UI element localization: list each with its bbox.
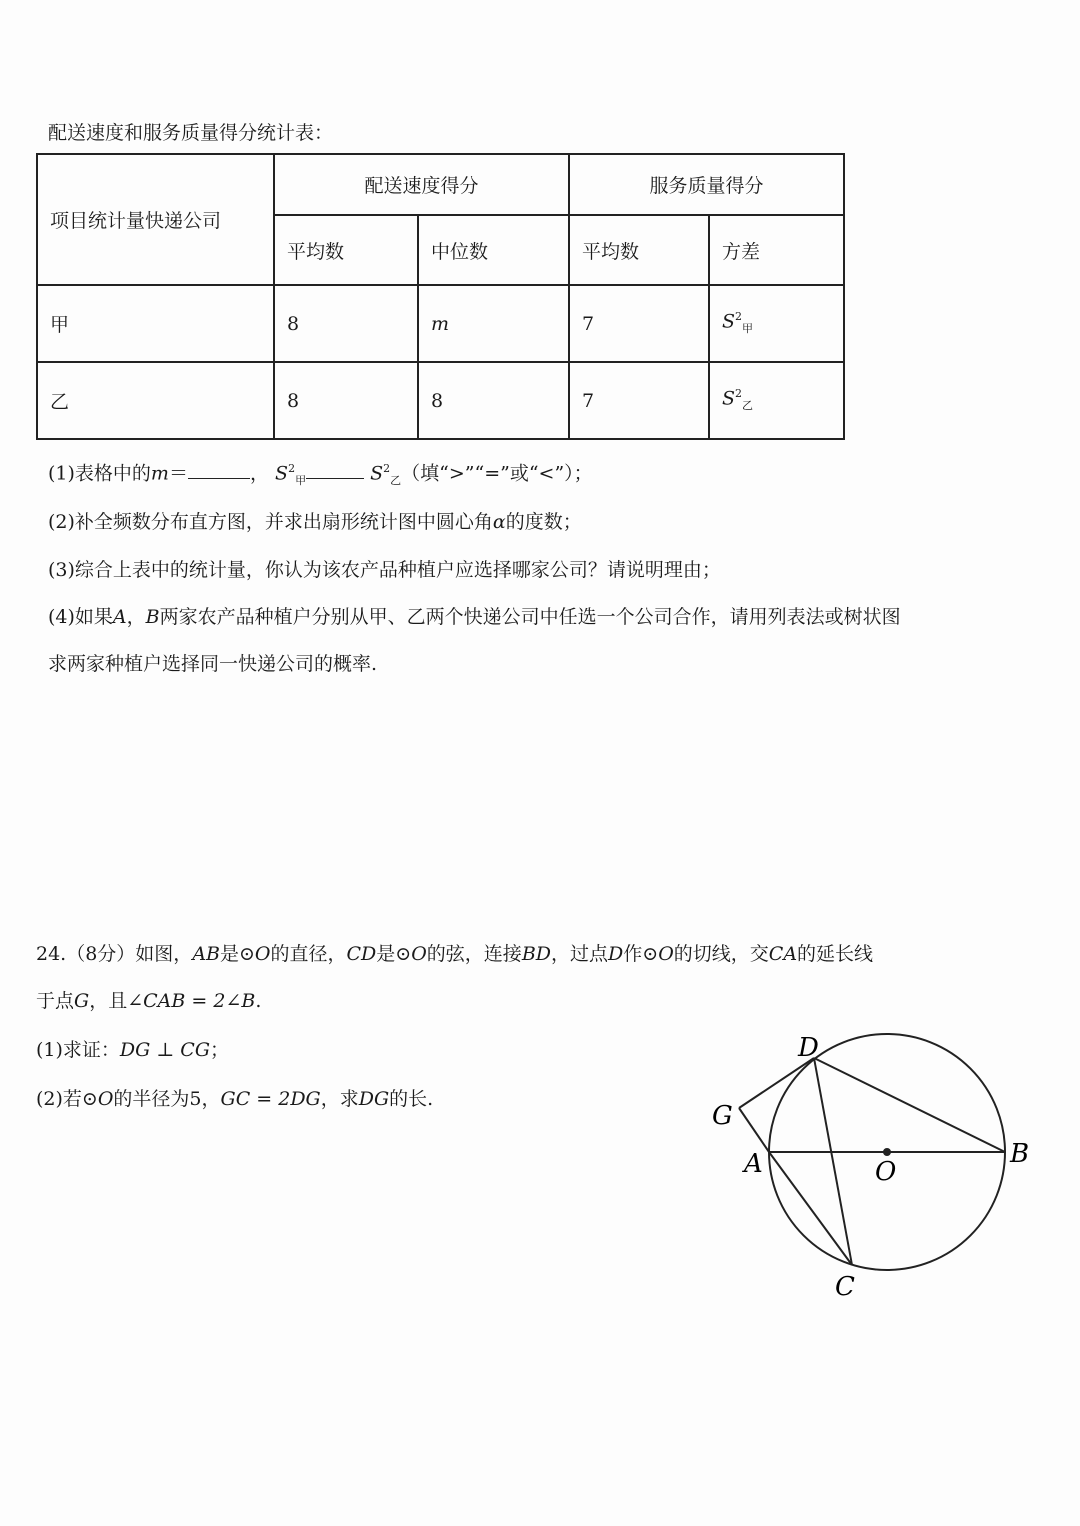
q24-stem-line2: 于点G，且∠CAB = 2∠B.	[36, 990, 262, 1012]
table-caption: 配送速度和服务质量得分统计表：	[48, 122, 334, 144]
label-g: G	[712, 1101, 733, 1131]
segment-ac	[769, 1152, 852, 1265]
q24-part2: (2)若⊙O的半径为5，GC = 2DG，求DG的长.	[36, 1088, 434, 1110]
group-header-speed: 配送速度得分	[274, 154, 569, 215]
q24-stem-line1: 24.（8分）如图，AB是⊙O的直径，CD是⊙O的弦，连接BD，过点D作⊙O的切线，交CA的延长线	[36, 943, 874, 965]
table-row	[37, 362, 844, 439]
label-c: C	[835, 1272, 855, 1302]
speed-mean-cell: 8	[274, 285, 418, 362]
label-o: O	[875, 1157, 897, 1187]
q23-part2: (2)补全频数分布直方图，并求出扇形统计图中圆心角α的度数；	[48, 511, 582, 533]
sub-header-service-mean: 平均数	[569, 215, 709, 285]
chord-dc	[814, 1058, 852, 1265]
label-a: A	[744, 1149, 763, 1179]
q23-part4-line2: 求两家种植户选择同一快递公司的概率.	[48, 653, 378, 675]
q23-part1: (1)表格中的m＝ ， $S^2_甲$ $S^2_乙$（填“>”“=”或“<”）；	[48, 462, 593, 488]
label-d: D	[798, 1033, 819, 1063]
stats-table	[36, 153, 845, 440]
service-mean-cell: 7	[569, 285, 709, 362]
tangent-gd	[739, 1058, 814, 1108]
service-mean-cell: 7	[569, 362, 709, 439]
company-cell: 乙	[37, 362, 274, 439]
group-header-service: 服务质量得分	[569, 154, 844, 215]
circle-figure	[690, 1020, 1050, 1310]
sub-header-service-variance: 方差	[709, 215, 844, 285]
center-point	[883, 1148, 891, 1156]
variance-cell: $S^2_甲$	[709, 285, 844, 362]
segment-ga	[739, 1108, 769, 1152]
table-row	[37, 285, 844, 362]
speed-median-cell: 8	[418, 362, 569, 439]
speed-median-cell: m	[418, 285, 569, 362]
sub-header-speed-mean: 平均数	[274, 215, 418, 285]
variance-cell: $S^2_乙$	[709, 362, 844, 439]
corner-header: 项目统计量快递公司	[37, 154, 274, 285]
sub-header-speed-median: 中位数	[418, 215, 569, 285]
segment-db	[814, 1058, 1005, 1152]
q23-part3: (3)综合上表中的统计量，你认为该农产品种植户应选择哪家公司？请说明理由；	[48, 559, 721, 581]
speed-mean-cell: 8	[274, 362, 418, 439]
q23-part4-line1: (4)如果A，B两家农产品种植户分别从甲、乙两个快递公司中任选一个公司合作，请用列表法或树状图	[48, 606, 901, 628]
q24-part1: (1)求证：DG ⊥ CG；	[36, 1039, 230, 1061]
company-cell: 甲	[37, 285, 274, 362]
label-b: B	[1010, 1139, 1030, 1169]
